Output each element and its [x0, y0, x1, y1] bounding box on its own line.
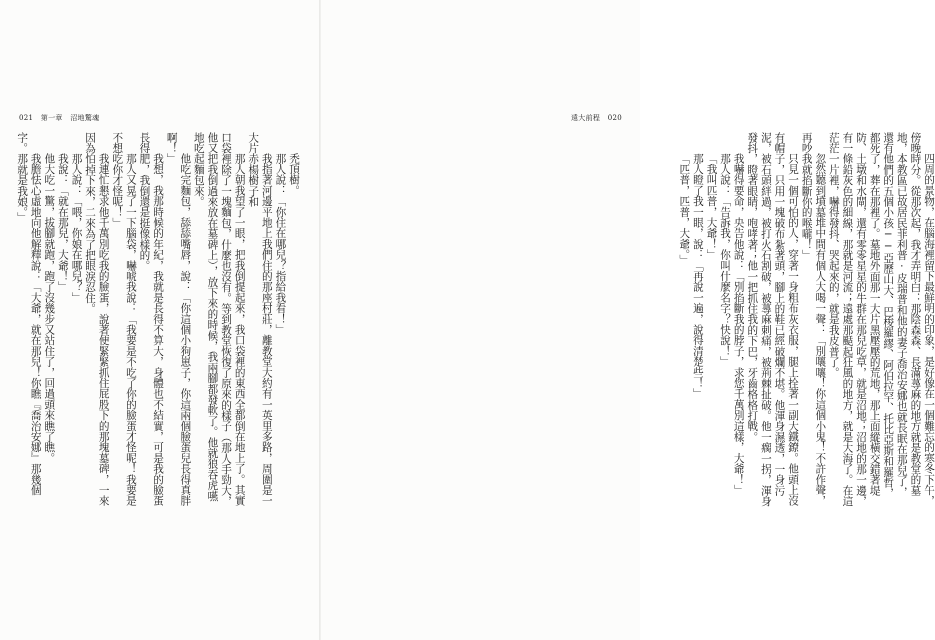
paragraph: 「匹普，匹普，大爺。」	[678, 153, 691, 266]
book-title: 遠大前程	[571, 114, 601, 122]
paragraph: 禿頂樹。	[288, 153, 300, 196]
left-page	[0, 0, 319, 640]
chapter-title: 沼地驚魂	[70, 114, 100, 122]
paragraph: 忽然聽到墳墓堆中間有個人大喝一聲：「別嚷嚷！你這個小鬼！不許作聲，再吵我就掐斷你的喉嚨！」	[800, 132, 827, 507]
left-page-number: 021	[19, 114, 34, 122]
paragraph: 他大吃一驚，拔腳就跑，跑了沒幾步又站住了，回過頭來瞧了瞧。	[43, 153, 56, 464]
right-running-head	[566, 113, 622, 123]
paragraph: 我指著河邊平地上我們住的那座村莊，離教堂大約有一英里多路，周圍是一大片赤楊樹子和	[247, 132, 273, 507]
paragraph: 只見一個可怕的人，穿著一身粗布灰衣服，腿上拴著一副大鐵鐐。他頭上沒有帽子，只用一塊破布紮著頭，腳上的鞋已經破爛不堪。他渾身濕透，一身污泥，被石頭絆過，被打火石割破，被蕁麻刺痛，被荊棘扯破。他一瘸一拐，渾身發抖，瞪著眼睛，咆哮著；他一把抓住我的下巴，牙齒格格打戰。	[746, 132, 800, 507]
paragraph: 那人說：「告訴我，你叫什麼名字？快說！」	[719, 153, 732, 368]
left-running-head	[19, 113, 104, 123]
chapter-label: 第一章	[40, 114, 63, 122]
paragraph: 我想，我那時候的年紀，我就是長得不算大，身體也不結實，可是我的臉蛋長得肥，我倒還是挺像樣的。	[138, 132, 165, 507]
paragraph: 那人又晃了一下腦袋，嚇唬我說：「我要是不吃了你的臉蛋才怪呢！我要是不想吃你才怪呢！」	[111, 132, 137, 507]
paragraph: 他吃完麵包，舔舔嘴唇，說：「你這個小狗崽子，你這兩個臉蛋兒長得真胖啊！」	[165, 132, 192, 507]
paragraph: 我說：「就在那兒，大爺！」	[56, 153, 69, 293]
right-body-text	[663, 132, 935, 507]
paragraph: 「我叫匹普，大爺！」	[705, 153, 718, 261]
left-body-text	[16, 132, 300, 507]
paragraph: 那人說：「你住在哪兒？指給我看！」	[274, 153, 287, 336]
paragraph: 我膽怯心虛地向他解釋說：「大爺，就在那兒！你瞧『喬治安娜』那幾個字。那就是我娘。」	[16, 132, 42, 496]
paragraph: 那人瞪了我一眼，說：「再說一遍，說得清楚些！」	[691, 153, 704, 400]
paragraph: 那人朝我望了一眼，把我倒提起來，我口袋裡的東西全都倒在地上了。其實口袋裡除了一塊麵包，什麼也沒有。等到教堂恢復了原來的樣子（那人手勁大，他又把我倒過來放在墓碑上），放下來的時候，我兩腳都發軟了。他就狼吞虎嚥地吃起麵包來。	[192, 132, 246, 507]
paragraph: 那人說：「喂，你娘在哪兒？」	[70, 153, 83, 303]
paragraph: 我嚇得要命，央告他說：「別掐斷我的脖子，求您千萬別這樣，大爺！」	[732, 153, 745, 496]
right-page	[321, 0, 935, 640]
paragraph: 我連忙懇求他千萬別吃我的臉蛋，說著便緊緊抓住屁股下的那塊墓碑，一來因為怕掉下來，二來為了把眼淚忍住。	[84, 132, 110, 507]
right-page-number: 020	[607, 114, 622, 122]
paragraph: 四周的景物，在腦海裡留下最鮮明的印象，是好像在一個難忘的寒冬下午，傍晚時分。從那次起，我才弄明白：那陰森森、長滿蕁麻的地方就是教堂的墓地，本教區已故居民菲利普·皮瑞普和他的妻子喬治安娜也就長眠在那兒了，還有他們的五個小孩──亞歷山大、巴梭羅繆、阿伯拉罕、托比亞斯和羅哲，都死了，葬在那裡了。墓地外面那一大片黑壓壓的荒地，那上面縱橫交錯著堤防、土墩和水閘，還有零零星星的牛群在那兒吃草，就是沼地；沼地的那一邊，有一條鉛灰色的細線，那就是河流；遠處那颳起狂風的地方，就是大海了。在這茫茫一片裡，嚇得發抖、哭起來的，就是我皮普了。	[827, 132, 935, 507]
